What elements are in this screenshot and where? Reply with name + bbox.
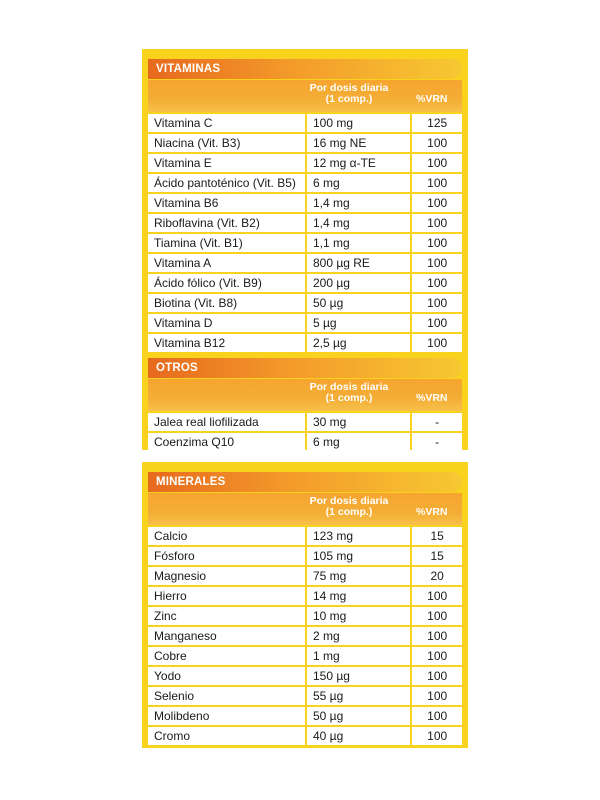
table-row xyxy=(148,294,462,312)
table-row xyxy=(148,254,462,272)
dose-value: 1 mg xyxy=(307,647,410,665)
dose-value: 16 mg NE xyxy=(307,134,410,152)
vrn-value: - xyxy=(412,413,462,431)
vrn-value: 100 xyxy=(412,587,462,605)
dose-column-label xyxy=(308,496,390,518)
table-row xyxy=(148,647,462,665)
dose-value: 200 µg xyxy=(307,274,410,292)
nutrient-name: Vitamina D xyxy=(148,314,305,332)
dose-value: 800 µg RE xyxy=(307,254,410,272)
vrn-value: 100 xyxy=(412,134,462,152)
dose-value: 6 mg xyxy=(307,433,410,451)
table-row xyxy=(148,687,462,705)
vrn-column-label: %VRN xyxy=(416,506,448,518)
otros-column-header xyxy=(148,379,462,411)
vrn-value: - xyxy=(412,433,462,451)
vrn-value: 100 xyxy=(412,667,462,685)
dose-value: 2,5 µg xyxy=(307,334,410,352)
dose-value: 40 µg xyxy=(307,727,410,745)
nutrient-name: Yodo xyxy=(148,667,305,685)
vrn-value: 100 xyxy=(412,647,462,665)
dose-value: 5 µg xyxy=(307,314,410,332)
nutrient-name: Selenio xyxy=(148,687,305,705)
nutrient-name: Coenzima Q10 xyxy=(148,433,305,451)
nutrient-name: Riboflavina (Vit. B2) xyxy=(148,214,305,232)
table-row xyxy=(148,314,462,332)
dose-column-label-line1: Por dosis diaria xyxy=(309,381,389,393)
dose-value: 6 mg xyxy=(307,174,410,192)
vrn-value: 100 xyxy=(412,314,462,332)
dose-column-label-line2: (1 comp.) xyxy=(325,506,373,518)
nutrient-name: Niacina (Vit. B3) xyxy=(148,134,305,152)
table-row xyxy=(148,194,462,212)
nutrient-name: Manganeso xyxy=(148,627,305,645)
vrn-column-label: %VRN xyxy=(416,392,448,404)
table-row xyxy=(148,607,462,625)
vitaminas-column-header xyxy=(148,80,462,112)
table-row xyxy=(148,527,462,545)
table-row xyxy=(148,274,462,292)
nutrient-name: Magnesio xyxy=(148,567,305,585)
minerals-panel xyxy=(142,462,468,748)
table-row xyxy=(148,547,462,565)
dose-value: 1,1 mg xyxy=(307,234,410,252)
table-row xyxy=(148,413,462,431)
vrn-value: 100 xyxy=(412,154,462,172)
nutrient-name: Tiamina (Vit. B1) xyxy=(148,234,305,252)
vrn-value: 100 xyxy=(412,214,462,232)
dose-value: 50 µg xyxy=(307,294,410,312)
minerales-column-header xyxy=(148,493,462,525)
dose-value: 123 mg xyxy=(307,527,410,545)
dose-value: 2 mg xyxy=(307,627,410,645)
dose-value: 10 mg xyxy=(307,607,410,625)
vitamins-and-others-panel xyxy=(142,49,468,450)
table-row xyxy=(148,114,462,132)
minerales-section-title: MINERALES xyxy=(148,472,462,492)
vrn-value: 100 xyxy=(412,174,462,192)
vrn-value: 15 xyxy=(412,527,462,545)
table-row xyxy=(148,134,462,152)
vitaminas-rows xyxy=(148,114,462,352)
nutrient-name: Cobre xyxy=(148,647,305,665)
table-row xyxy=(148,433,462,451)
vrn-value: 15 xyxy=(412,547,462,565)
vrn-value: 100 xyxy=(412,194,462,212)
vrn-value: 100 xyxy=(412,707,462,725)
table-row xyxy=(148,627,462,645)
dose-column-label xyxy=(308,382,390,404)
vrn-value: 125 xyxy=(412,114,462,132)
table-row xyxy=(148,174,462,192)
dose-column-label-line1: Por dosis diaria xyxy=(309,82,389,94)
vrn-value: 100 xyxy=(412,234,462,252)
dose-value: 105 mg xyxy=(307,547,410,565)
dose-value: 1,4 mg xyxy=(307,194,410,212)
dose-value: 55 µg xyxy=(307,687,410,705)
dose-value: 1,4 mg xyxy=(307,214,410,232)
dose-value: 150 µg xyxy=(307,667,410,685)
table-row xyxy=(148,707,462,725)
dose-value: 75 mg xyxy=(307,567,410,585)
table-row xyxy=(148,727,462,745)
vrn-value: 100 xyxy=(412,294,462,312)
table-row xyxy=(148,334,462,352)
vrn-value: 100 xyxy=(412,727,462,745)
nutrient-name: Zinc xyxy=(148,607,305,625)
otros-rows xyxy=(148,413,462,451)
vrn-value: 100 xyxy=(412,334,462,352)
dose-column-label xyxy=(308,83,390,105)
vrn-value: 100 xyxy=(412,687,462,705)
vrn-value: 100 xyxy=(412,254,462,272)
nutrient-name: Vitamina C xyxy=(148,114,305,132)
vrn-column-label: %VRN xyxy=(416,93,448,105)
nutrient-name: Vitamina E xyxy=(148,154,305,172)
nutrient-name: Fósforo xyxy=(148,547,305,565)
vrn-value: 20 xyxy=(412,567,462,585)
minerales-rows xyxy=(148,527,462,745)
nutrient-name: Ácido fólico (Vit. B9) xyxy=(148,274,305,292)
table-row xyxy=(148,154,462,172)
table-row xyxy=(148,234,462,252)
nutrient-name: Jalea real liofilizada xyxy=(148,413,305,431)
dose-column-label-line1: Por dosis diaria xyxy=(309,495,389,507)
dose-value: 14 mg xyxy=(307,587,410,605)
table-row xyxy=(148,587,462,605)
vitaminas-section-title: VITAMINAS xyxy=(148,59,462,79)
table-row xyxy=(148,567,462,585)
table-row xyxy=(148,667,462,685)
nutrient-name: Biotina (Vit. B8) xyxy=(148,294,305,312)
dose-column-label-line2: (1 comp.) xyxy=(325,392,373,404)
nutrient-name: Ácido pantoténico (Vit. B5) xyxy=(148,174,305,192)
nutrient-name: Vitamina A xyxy=(148,254,305,272)
vrn-value: 100 xyxy=(412,627,462,645)
dose-value: 30 mg xyxy=(307,413,410,431)
nutrient-name: Cromo xyxy=(148,727,305,745)
vrn-value: 100 xyxy=(412,607,462,625)
table-row xyxy=(148,214,462,232)
nutrient-name: Vitamina B12 xyxy=(148,334,305,352)
nutrient-name: Molibdeno xyxy=(148,707,305,725)
dose-value: 100 mg xyxy=(307,114,410,132)
otros-section-title: OTROS xyxy=(148,358,462,378)
nutrient-name: Hierro xyxy=(148,587,305,605)
nutrient-name: Calcio xyxy=(148,527,305,545)
dose-column-label-line2: (1 comp.) xyxy=(325,93,373,105)
dose-value: 50 µg xyxy=(307,707,410,725)
vrn-value: 100 xyxy=(412,274,462,292)
nutrient-name: Vitamina B6 xyxy=(148,194,305,212)
dose-value: 12 mg α-TE xyxy=(307,154,410,172)
